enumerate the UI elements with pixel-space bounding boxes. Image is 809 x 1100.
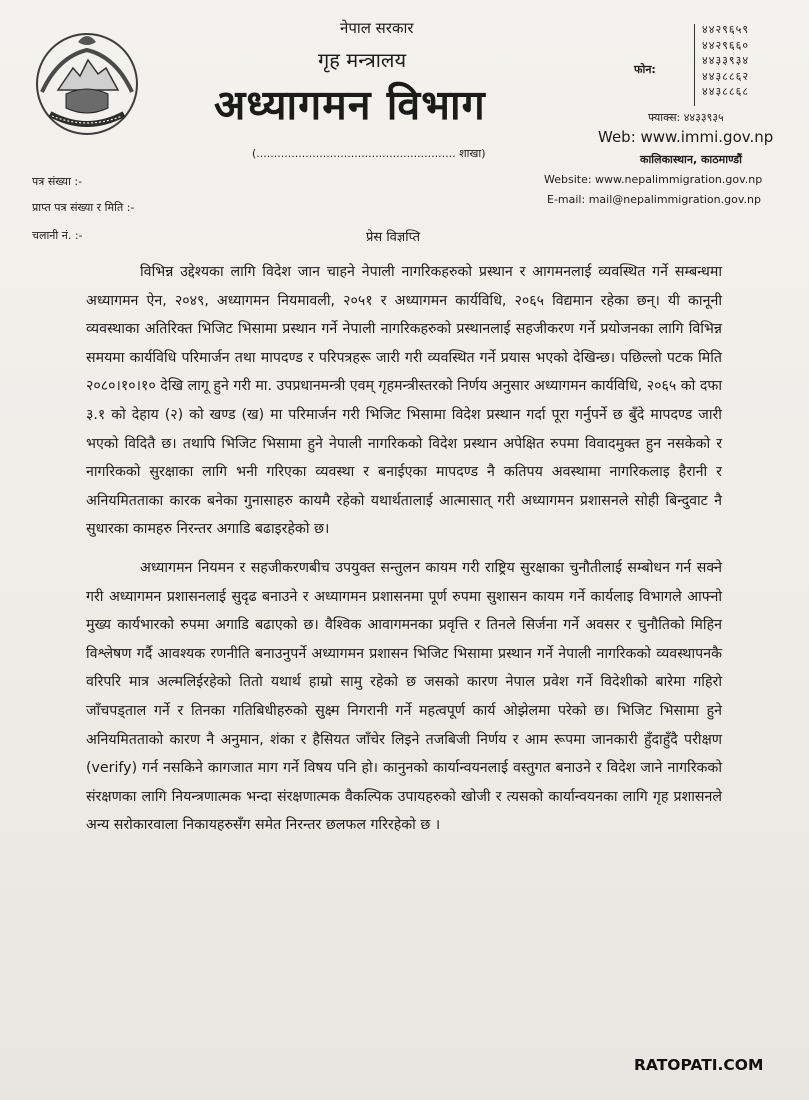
received-letter-label: प्राप्त पत्र संख्या र मिति :- — [32, 201, 135, 214]
phone-number: ४४३८८६८ — [702, 85, 750, 98]
phone-number: ४४२९६६० — [702, 38, 750, 52]
email-address: E-mail: mail@nepalimmigration.gov.np — [547, 193, 761, 206]
department-name: अध्यागमन विभाग — [214, 81, 486, 129]
letter-body — [86, 258, 722, 840]
ministry-name: गृह मन्त्रालय — [318, 48, 407, 72]
phone-numbers — [702, 22, 749, 100]
website-address: Website: www.nepalimmigration.gov.np — [544, 173, 763, 186]
dispatch-number-label: चलानी नं. :- — [32, 229, 83, 242]
government-name: नेपाल सरकार — [340, 19, 414, 37]
body-paragraph: अध्यागमन नियमन र सहजीकरणबीच उपयुक्त सन्तुलन कायम गरी राष्ट्रिय सुरक्षाका चुनौतीलाई सम्बोधन गर्न सक्ने गरी अध्यागमन प्रशासनलाई सुदृढ बनाउने र अध्यागमन प्रशासनमा पूर्ण रुपमा सुशासन कायम गर्ने कार्यलाइ विभागले आफ्नो मुख्य कार्यभारको रुपमा अगाडि बढाएको छ। वैश्विक आवागमनका प्रवृत्ति र तिनले सिर्जना गर्ने अवसर र चुनौतिको मिहिन विश्लेषण गर्दै आवश्यक रणनीति बनाउनुपर्ने अध्यागमन प्रशासन भिजिट भिसामा प्रस्थान गर्ने नेपाली नागरिकको व्यवस्थापनकै वरिपरि मात्र अल्मलिईरहेको तितो यथार्थ हाम्रो सामु रहेको छ जसको कारण नेपाल प्रवेश गर्ने विदेशीको बारेमा गहिरो जाँचपड्ताल गर्ने र तिनका गतिबिधीहरुको सुक्ष्म निगरानी गर्ने महत्वपूर्ण कार्य ओझेलमा परेको छ। भिजिट भिसामा हुने अनियमितताको कारण नै अनुमान, शंका र हैसियत जाँचेर लिइने तजबिजी निर्णय र आम रूपमा जानकारी हुँदाहुँदै परीक्षण (verify) गर्न नसकिने कागजात माग गर्ने विषय पनि हो। कानुनको कार्यान्वयनलाई वस्तुगत बनाउने र विदेश जाने नागरिकको संरक्षणका लागि नियन्त्रणात्मक भन्दा संरक्षणात्मक वैकल्पिक उपायहरुको खोजी र त्यसको कार्यान्वयनका लागि गृह प्रशासनले अन्य सरोकारवाला निकायहरुसँग समेत निरन्तर छलफल गरिरहेको छ । — [86, 559, 722, 834]
source-watermark: RATOPATI.COM — [634, 1056, 764, 1074]
phone-number: ४४३३९३४ — [702, 54, 750, 67]
subject-title: प्रेस विज्ञप्ति — [366, 230, 421, 245]
phone-label: फोन: — [634, 63, 656, 76]
nepal-emblem-icon — [28, 22, 146, 140]
phone-number: ४४२९६५९ — [702, 23, 750, 36]
body-paragraph: विभिन्न उद्देश्यका लागि विदेश जान चाहने नेपाली नागरिकहरुको प्रस्थान र आगमनलाई व्यवस्थित गर्ने सम्बन्धमा अध्यागमन ऐन, २०४९, अध्यागमन नियमावली, २०५१ र अध्यागमन कार्यविधि, २०६५ विद्यमान रहेका छन्। यी कानूनी व्यवस्थाका अतिरिक्त भिजिट भिसामा प्रस्थान गर्ने नेपाली नागरिकहरुको प्रस्थानलाई सहजीकरण गर्ने प्रयोजनका लागि विभिन्न समयमा कार्यविधि परिमार्जन तथा मापदण्ड र परिपत्रहरू जारी गरी व्यवस्थित गर्ने प्रयास भएको देखिन्छ। पछिल्लो पटक मिति २०८०।१०।१० देखि लागू हुने गरी मा. उपप्रधानमन्त्री एवम् गृहमन्त्रीस्तरको निर्णय अनुसार अध्यागमन कार्यविधि, २०६५ को दफा ३.१ को देहाय (२) को खण्ड (ख) मा परिमार्जन गरी भिजिट भिसामा विदेश प्रस्थान गर्दा पूरा गर्नुपर्ने छ बुँदे मापदण्ड जारी भएको विदितै छ। तथापि भिजिट भिसामा हुने नेपाली नागरिकको विदेश प्रस्थान अपेक्षित रुपमा विवादमुक्त हुन नसकेको र नागरिकको सुरक्षाका लागि भनी गरिएका व्यवस्था र बनाईएका मापदण्ड नै कतिपय अवस्थामा नागरिकलाइ हैरानी र अनियमितताका कारक बनेका गुनासाहरु कायमै रहेको यथार्थतालाई आत्मासात् गरी अध्यागमन प्रशासनले सोही बिन्दुवाट नै सुधारका कामहरु निरन्तर अगाडि बढाइरहेको छ। — [86, 264, 722, 538]
branch-line: (......................................................... शाखा) — [252, 147, 486, 160]
fax-number: फ्याक्स: ४४३३९३५ — [648, 111, 724, 124]
web-address: Web: www.immi.gov.np — [598, 128, 774, 146]
phone-divider — [694, 24, 695, 106]
office-address: कालिकास्थान, काठमाण्डौं — [640, 153, 743, 166]
phone-number: ४४३८८६२ — [702, 69, 750, 83]
letter-number-label: पत्र संख्या :- — [32, 175, 83, 188]
